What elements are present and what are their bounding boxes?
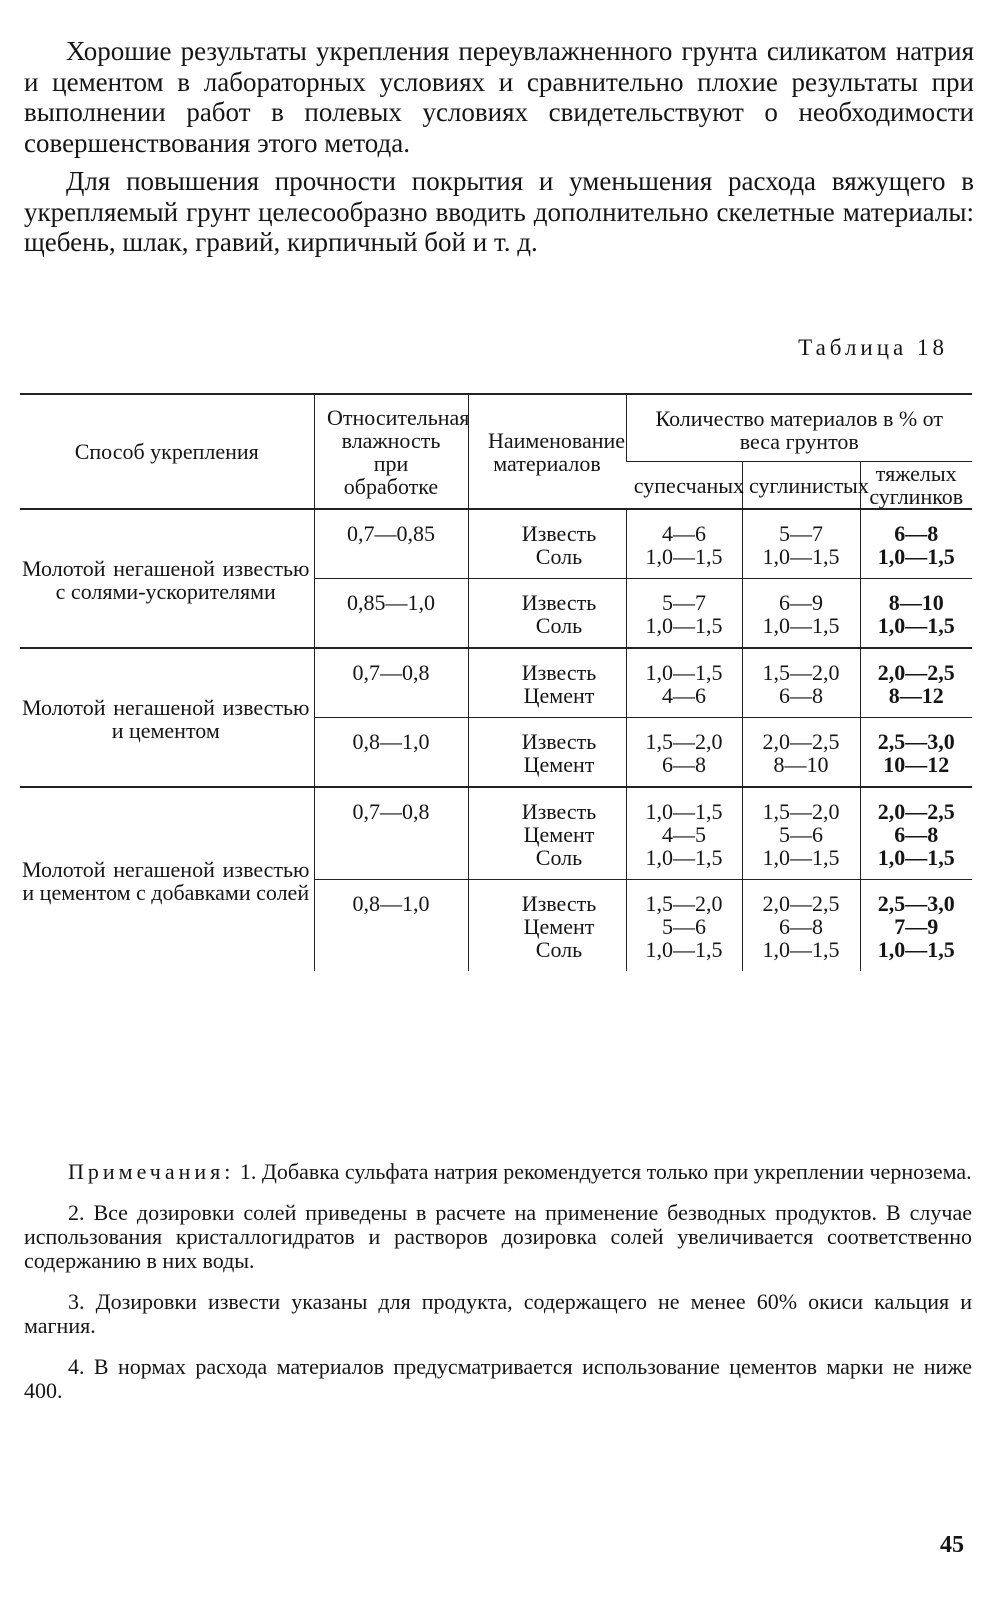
humidity-cell: 0,8—1,0: [314, 718, 468, 788]
note-4: 4. В нормах расхода материалов предусматривается использование цементов марки не ниже 400.: [24, 1354, 972, 1403]
page-number: 45: [940, 1532, 964, 1558]
heavy-loam-cell: [860, 718, 972, 788]
cell-value: 8—10: [773, 752, 829, 777]
material-cell: [468, 579, 626, 649]
header-loam: суглинистых: [742, 462, 860, 510]
note-2: 2. Все дозировки солей приведены в расчете на применение безводных продуктов. В случае использования кристаллогидратов и растворов дозировка солей увеличивается соответственно содержанию в них воды.: [24, 1200, 972, 1273]
sandy-loam-cell: [626, 718, 742, 788]
notes-label: Примечания:: [68, 1159, 235, 1184]
cell-value: 6—8: [779, 914, 823, 939]
material-cell: [468, 509, 626, 579]
loam-cell: [742, 579, 860, 649]
cell-value: 1,0—1,5: [645, 613, 723, 638]
paragraph-intro: Хорошие результаты укрепления переувлажненного грунта силикатом натрия и цементом в лабораторных условиях и сравнительно плохие результаты при выполнении работ в полевых условиях свидетельствуют о необходимости совершенствования этого метода.: [24, 36, 974, 158]
cell-value: 1,0—1,5: [762, 845, 840, 870]
humidity-cell: 0,85—1,0: [314, 579, 468, 649]
cell-value: Цемент: [523, 822, 595, 847]
cell-value: Цемент: [523, 752, 595, 777]
cell-value: Соль: [535, 937, 583, 962]
header-material: Наименование материалов: [468, 394, 626, 509]
cell-value: 1,5—2,0: [645, 891, 723, 916]
material-cell: [468, 718, 626, 788]
cell-value: 2,0—2,5: [877, 660, 955, 685]
cell-value: 1,0—1,5: [877, 544, 955, 569]
cell-value: Цемент: [523, 683, 595, 708]
cell-value: 5—7: [662, 590, 706, 615]
cell-value: 1,0—1,5: [645, 660, 723, 685]
method-cell: Молотой негашеной известью и цементом: [20, 648, 314, 787]
sandy-loam-cell: [626, 509, 742, 579]
cell-value: 2,0—2,5: [877, 799, 955, 824]
cell-value: 6—9: [779, 590, 823, 615]
cell-value: 6—8: [662, 752, 706, 777]
loam-cell: [742, 718, 860, 788]
cell-value: 2,0—2,5: [762, 729, 840, 754]
materials-table: [20, 393, 972, 971]
header-quantity: Количество материалов в % от веса грунтов: [626, 394, 972, 462]
header-heavy-loam: тяжелых суглинков: [860, 462, 972, 510]
note-1: Примечания: 1. Добавка сульфата натрия рекомендуется только при укреплении чернозема.: [68, 1159, 972, 1184]
header-humidity: Относительная влажность при обработке: [314, 394, 468, 509]
cell-value: 6—8: [779, 683, 823, 708]
cell-value: 2,5—3,0: [877, 729, 955, 754]
cell-value: 5—6: [779, 822, 823, 847]
cell-value: 6—8: [894, 822, 939, 847]
cell-value: 1,0—1,5: [877, 937, 955, 962]
cell-value: 1,0—1,5: [645, 799, 723, 824]
cell-value: Известь: [521, 590, 597, 615]
cell-value: Цемент: [523, 914, 595, 939]
note-3: 3. Дозировки извести указаны для продукта, содержащего не менее 60% окиси кальция и магния.: [24, 1289, 972, 1338]
table-row: [20, 787, 972, 880]
cell-value: 6—8: [894, 521, 939, 546]
sandy-loam-cell: [626, 579, 742, 649]
cell-value: 1,5—2,0: [762, 799, 840, 824]
cell-value: 7—9: [894, 914, 939, 939]
heavy-loam-cell: [860, 880, 972, 972]
cell-value: 1,0—1,5: [645, 845, 723, 870]
material-cell: [468, 880, 626, 972]
cell-value: Известь: [521, 799, 597, 824]
cell-value: 2,5—3,0: [877, 891, 955, 916]
sandy-loam-cell: [626, 648, 742, 718]
method-cell: Молотой негашеной известью и цементом с добавками солей: [22, 856, 310, 905]
cell-value: 1,5—2,0: [645, 729, 723, 754]
heavy-loam-cell: [860, 509, 972, 579]
cell-value: 5—6: [662, 914, 706, 939]
cell-value: Известь: [521, 660, 597, 685]
table-group: [20, 509, 972, 648]
method-cell: Молотой негашеной известью с солями-ускорителями: [20, 509, 314, 648]
cell-value: 1,0—1,5: [645, 937, 723, 962]
humidity-cell: 0,7—0,8: [314, 648, 468, 718]
cell-value: Соль: [535, 845, 583, 870]
cell-value: 4—5: [662, 822, 706, 847]
cell-value: Соль: [535, 613, 583, 638]
heavy-loam-cell: [860, 787, 972, 880]
cell-value: 1,0—1,5: [645, 544, 723, 569]
cell-value: 8—12: [888, 683, 944, 708]
humidity-cell: 0,8—1,0: [314, 880, 468, 972]
cell-value: 1,0—1,5: [762, 613, 840, 638]
table-row: [20, 648, 972, 718]
cell-value: Соль: [535, 544, 583, 569]
sandy-loam-cell: [626, 787, 742, 880]
cell-value: 8—10: [888, 590, 944, 615]
paragraph-skeletal-materials: Для повышения прочности покрытия и уменьшения расхода вяжущего в укрепляемый грунт целесообразно вводить дополнительно скелетные материалы: щебень, шлак, гравий, кирпичный бой и т. д.: [24, 166, 974, 257]
material-cell: [468, 648, 626, 718]
loam-cell: [742, 648, 860, 718]
cell-value: 1,0—1,5: [877, 613, 955, 638]
notes: [24, 1160, 972, 1420]
cell-value: 1,0—1,5: [762, 937, 840, 962]
cell-value: Известь: [521, 521, 597, 546]
cell-value: 4—6: [662, 683, 706, 708]
sandy-loam-cell: [626, 880, 742, 972]
humidity-cell: 0,7—0,85: [314, 509, 468, 579]
cell-value: 1,0—1,5: [762, 544, 840, 569]
loam-cell: [742, 509, 860, 579]
cell-value: 4—6: [662, 521, 706, 546]
loam-cell: [742, 787, 860, 880]
loam-cell: [742, 880, 860, 972]
cell-value: Известь: [521, 891, 597, 916]
heavy-loam-cell: [860, 579, 972, 649]
cell-value: 1,0—1,5: [877, 845, 955, 870]
material-cell: [468, 787, 626, 880]
header-sandy-loam: супесчаных: [626, 462, 742, 510]
header-method: Способ укрепления: [20, 394, 314, 509]
table-caption: Таблица 18: [798, 335, 948, 360]
cell-value: Известь: [521, 729, 597, 754]
humidity-cell: 0,7—0,8: [314, 787, 468, 880]
cell-value: 1,5—2,0: [762, 660, 840, 685]
cell-value: 10—12: [883, 752, 950, 777]
cell-value: 5—7: [779, 521, 823, 546]
heavy-loam-cell: [860, 648, 972, 718]
table-group: [20, 787, 972, 971]
table-row: [20, 509, 972, 579]
table-group: [20, 648, 972, 787]
cell-value: 2,0—2,5: [762, 891, 840, 916]
